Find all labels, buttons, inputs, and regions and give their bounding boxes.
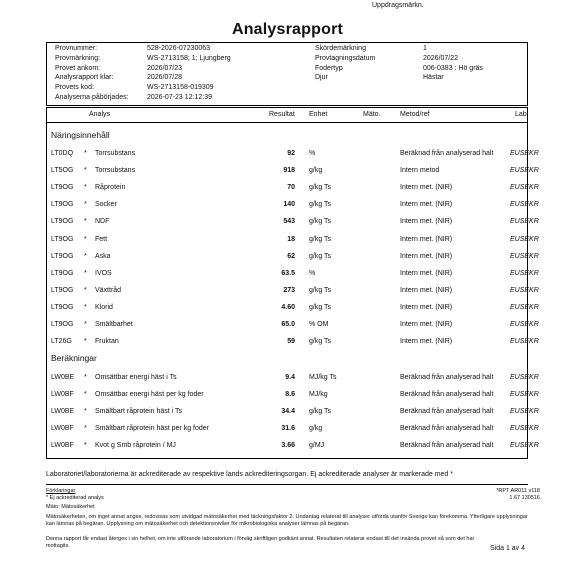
row-star: *: [84, 425, 87, 433]
row-method: Intern met. (NIR): [400, 252, 453, 260]
row-lab: EUSEKR: [510, 321, 539, 328]
info-value: 1: [423, 45, 427, 52]
row-method: Beräknad från analyserad halt: [400, 408, 494, 416]
row-code: LT9OG: [51, 321, 74, 328]
page-number: Sida 1 av 4: [490, 545, 526, 552]
row-unit: g/MJ: [309, 442, 325, 450]
row-unit: g/kg Ts: [309, 408, 332, 416]
row-star: *: [84, 321, 87, 328]
row-unit: g/kg Ts: [309, 184, 332, 192]
info-label: Provet ankom:: [55, 65, 101, 72]
row-result: 8.6: [285, 391, 295, 399]
row-star: *: [84, 303, 87, 311]
row-star: *: [84, 391, 87, 399]
row-method: Beräknad från analyserad halt: [400, 391, 494, 399]
row-lab: EUSEKR: [510, 218, 539, 226]
row-lab: EUSEKR: [510, 167, 539, 175]
row-method: Intern met. (NIR): [400, 184, 453, 192]
info-label: Provets kod:: [55, 84, 94, 91]
row-method: Beräknad från analyserad halt: [400, 425, 494, 433]
table-row: [47, 216, 539, 228]
row-method: Beräknad från analyserad halt: [400, 374, 494, 381]
row-star: *: [84, 286, 87, 294]
row-code: LT9OG: [51, 235, 74, 243]
table-row: [47, 423, 539, 435]
accreditation-note: Laboratoriet/laboratorierna är ackrediterade av respektive lands ackrediteringsorgan. Ej ackrediterade analyser är markerade med *: [46, 471, 453, 478]
row-unit: g/kg Ts: [309, 218, 332, 226]
row-method: Intern metod: [400, 167, 440, 175]
row-code: LW0BE: [51, 408, 75, 416]
row-unit: MJ/kg Ts: [309, 374, 337, 381]
row-star: *: [84, 408, 87, 416]
table-row: [47, 285, 539, 297]
row-analysis: Omsättbar energi häst per kg foder: [95, 391, 204, 399]
row-analysis: Aska: [95, 252, 111, 260]
table-row: [47, 319, 539, 331]
row-result: 70: [287, 184, 295, 192]
row-unit: g/kg Ts: [309, 201, 332, 209]
table-row: [47, 406, 539, 418]
footer-divider: [46, 484, 528, 485]
info-label: Provmärkning:: [55, 55, 101, 62]
row-unit: g/kg Ts: [309, 303, 332, 311]
row-result: 63.5: [281, 269, 295, 277]
row-result: 4.60: [281, 303, 295, 311]
row-code: LT26G: [51, 338, 72, 346]
row-analysis: Fett: [95, 235, 108, 243]
info-value: WS-2713158-019309: [147, 84, 214, 91]
row-analysis: Råprotein: [95, 184, 126, 192]
header-enhet: Enhet: [309, 111, 328, 118]
row-lab: EUSEKR: [510, 150, 539, 157]
sample-info-box: [46, 42, 528, 106]
row-star: *: [84, 252, 87, 260]
header-analys: Analys: [89, 111, 111, 118]
info-value: 2026/07/28: [147, 74, 183, 81]
row-star: *: [84, 374, 87, 381]
row-unit: % OM: [309, 321, 329, 328]
row-star: *: [84, 235, 87, 243]
row-unit: %: [309, 269, 316, 277]
info-label: Analysrapport klar:: [55, 74, 114, 81]
report-code: *RPT AR011 v118: [496, 488, 540, 494]
table-row: [47, 251, 539, 263]
row-star: *: [84, 201, 87, 209]
info-label: Skördemärkning: [315, 45, 366, 52]
row-lab: EUSEKR: [510, 338, 539, 346]
row-result: 18: [287, 235, 295, 243]
row-result: 59: [287, 338, 295, 346]
row-code: LT0DQ: [51, 150, 74, 157]
top-right-label: Uppdragsmärkn.: [372, 2, 424, 9]
row-analysis: Fruktan: [95, 338, 119, 346]
row-lab: EUSEKR: [510, 235, 539, 243]
table-row: [47, 182, 539, 194]
row-lab: EUSEKR: [510, 201, 539, 209]
info-value: 2026/07/23: [147, 65, 183, 72]
info-label: Analyserna påbörjades:: [55, 94, 129, 101]
row-star: *: [84, 150, 87, 157]
row-star: *: [84, 167, 87, 175]
row-result: 543: [283, 218, 295, 226]
row-code: LT9OG: [51, 303, 74, 311]
row-method: Intern met. (NIR): [400, 269, 453, 277]
table-row: [47, 268, 539, 280]
row-lab: EUSEKR: [510, 286, 539, 294]
row-star: *: [84, 218, 87, 226]
row-result: 34.4: [281, 408, 295, 416]
table-row: [47, 148, 539, 160]
row-code: LT9OG: [51, 286, 74, 294]
row-analysis: Klorid: [95, 303, 113, 311]
row-result: 31.6: [281, 425, 295, 433]
header-lab: Lab: [515, 111, 527, 118]
row-star: *: [84, 442, 87, 450]
row-result: 92: [287, 150, 295, 157]
row-method: Intern met. (NIR): [400, 218, 453, 226]
table-row: [47, 336, 539, 348]
row-method: Beräknad från analyserad halt: [400, 150, 494, 157]
row-result: 918: [283, 167, 295, 175]
row-lab: EUSEKR: [510, 269, 539, 277]
rights-text: Denna rapport får endast återges i sin helhet, om inte utförande laboratorium i förväg skriftligen godkänt annat. Resultaten relaterar endast till det insända provet så som det har mottagits.: [46, 536, 475, 549]
row-unit: g/kg Ts: [309, 338, 332, 346]
row-analysis: Socker: [95, 201, 117, 209]
row-analysis: Smältbart råprotein häst per kg foder: [95, 425, 210, 433]
row-code: LT5OG: [51, 167, 74, 175]
row-star: *: [84, 338, 87, 346]
mato-title: Mäto: Mätosäkerhet: [46, 504, 95, 510]
row-unit: MJ/kg: [309, 391, 328, 399]
row-code: LT9OG: [51, 269, 74, 277]
row-lab: EUSEKR: [510, 252, 539, 260]
row-unit: g/kg Ts: [309, 235, 332, 243]
mato-text: Mätosäkerheten, om inget annat anges, redovisas som utvidgad mätosäkerhet med täckningsfaktor 2. Undantag relaterat till analyser utförda utanför Sverige kan förekomma. Ytterligare upplysningar kan lämnas på begäran. Upplysning om mätosäkerhet och detektionsnivåer för mikrobiologiska analyser lämnas på begäran.: [46, 514, 528, 527]
info-value: 006-0383 : Hö gräs: [423, 65, 483, 72]
row-method: Intern met. (NIR): [400, 201, 453, 209]
table-header: [47, 108, 527, 123]
row-method: Intern met. (NIR): [400, 286, 453, 294]
row-code: LW0BE: [51, 374, 75, 381]
row-code: LT9OG: [51, 184, 74, 192]
row-code: LT9OG: [51, 252, 74, 260]
report-version: 1.67 130516: [509, 495, 540, 501]
row-method: Intern met. (NIR): [400, 338, 453, 346]
row-lab: EUSEKR: [510, 408, 539, 416]
header-metod: Metod/ref: [400, 111, 430, 118]
info-value: 528-2026-07230063: [147, 45, 211, 52]
row-code: LW0BF: [51, 391, 74, 399]
row-unit: g/kg Ts: [309, 252, 332, 260]
row-unit: g/kg Ts: [309, 286, 332, 294]
row-code: LW0BF: [51, 425, 74, 433]
table-row: [47, 234, 539, 246]
header-resultat: Resultat: [269, 111, 295, 118]
row-result: 65.0: [281, 321, 295, 328]
row-star: *: [84, 269, 87, 277]
table-row: [47, 389, 539, 401]
info-value: Hästar: [423, 74, 444, 81]
row-method: Intern met. (NIR): [400, 235, 453, 243]
row-analysis: Smältbart råprotein häst i Ts: [95, 408, 183, 416]
row-analysis: IVOS: [95, 269, 112, 277]
explanations-title: Förklaringar: [46, 488, 76, 494]
row-analysis: Smältbarhet: [95, 321, 133, 328]
section-title: Beräkningar: [51, 353, 97, 363]
row-result: 62: [287, 252, 295, 260]
row-unit: g/kg: [309, 425, 323, 433]
row-analysis: Torrsubstans: [95, 167, 136, 175]
info-label: Provnummer:: [55, 45, 98, 52]
row-lab: EUSEKR: [510, 303, 539, 311]
row-code: LW0BF: [51, 442, 74, 450]
row-analysis: Omsättbar energi häst i Ts: [95, 374, 177, 381]
star-note: * Ej ackrediterad analys: [46, 495, 104, 501]
row-code: LT9OG: [51, 218, 74, 226]
row-analysis: Torrsubstans: [95, 150, 136, 157]
row-star: *: [84, 184, 87, 192]
row-lab: EUSEKR: [510, 374, 539, 381]
info-value: WS-2713158; 1; Ljungberg: [147, 55, 231, 62]
row-code: LT9OG: [51, 201, 74, 209]
info-label: Fodertyp: [315, 65, 343, 72]
table-row: [47, 302, 539, 314]
row-analysis: Kvot g Smb råprotein / MJ: [95, 442, 176, 450]
row-method: Intern met. (NIR): [400, 321, 453, 328]
results-table: [46, 107, 539, 459]
row-method: Beräknad från analyserad halt: [400, 442, 494, 450]
row-analysis: NDF: [95, 218, 110, 226]
row-result: 3.66: [281, 442, 295, 450]
info-label: Provtagningsdatum: [315, 55, 376, 62]
table-row: [47, 199, 539, 211]
row-result: 140: [283, 201, 295, 209]
row-lab: EUSEKR: [510, 184, 539, 192]
row-result: 273: [283, 286, 295, 294]
row-lab: EUSEKR: [510, 442, 539, 450]
row-analysis: Växttråd: [95, 286, 122, 294]
row-lab: EUSEKR: [510, 425, 539, 433]
table-row: [47, 440, 539, 452]
info-label: Djur: [315, 74, 328, 81]
report-title: Analysrapport: [231, 21, 344, 38]
header-mato: Mäto.: [363, 111, 381, 118]
row-lab: EUSEKR: [510, 391, 539, 399]
info-value: 2026-07-23 12:12:39: [147, 94, 212, 101]
row-unit: g/kg: [309, 167, 323, 175]
table-row: [47, 372, 539, 384]
row-method: Intern met. (NIR): [400, 303, 453, 311]
row-result: 9.4: [285, 374, 295, 381]
table-row: [47, 165, 539, 177]
row-unit: %: [309, 150, 316, 157]
section-title: Näringsinnehåll: [51, 130, 110, 140]
info-value: 2026/07/22: [423, 55, 459, 62]
